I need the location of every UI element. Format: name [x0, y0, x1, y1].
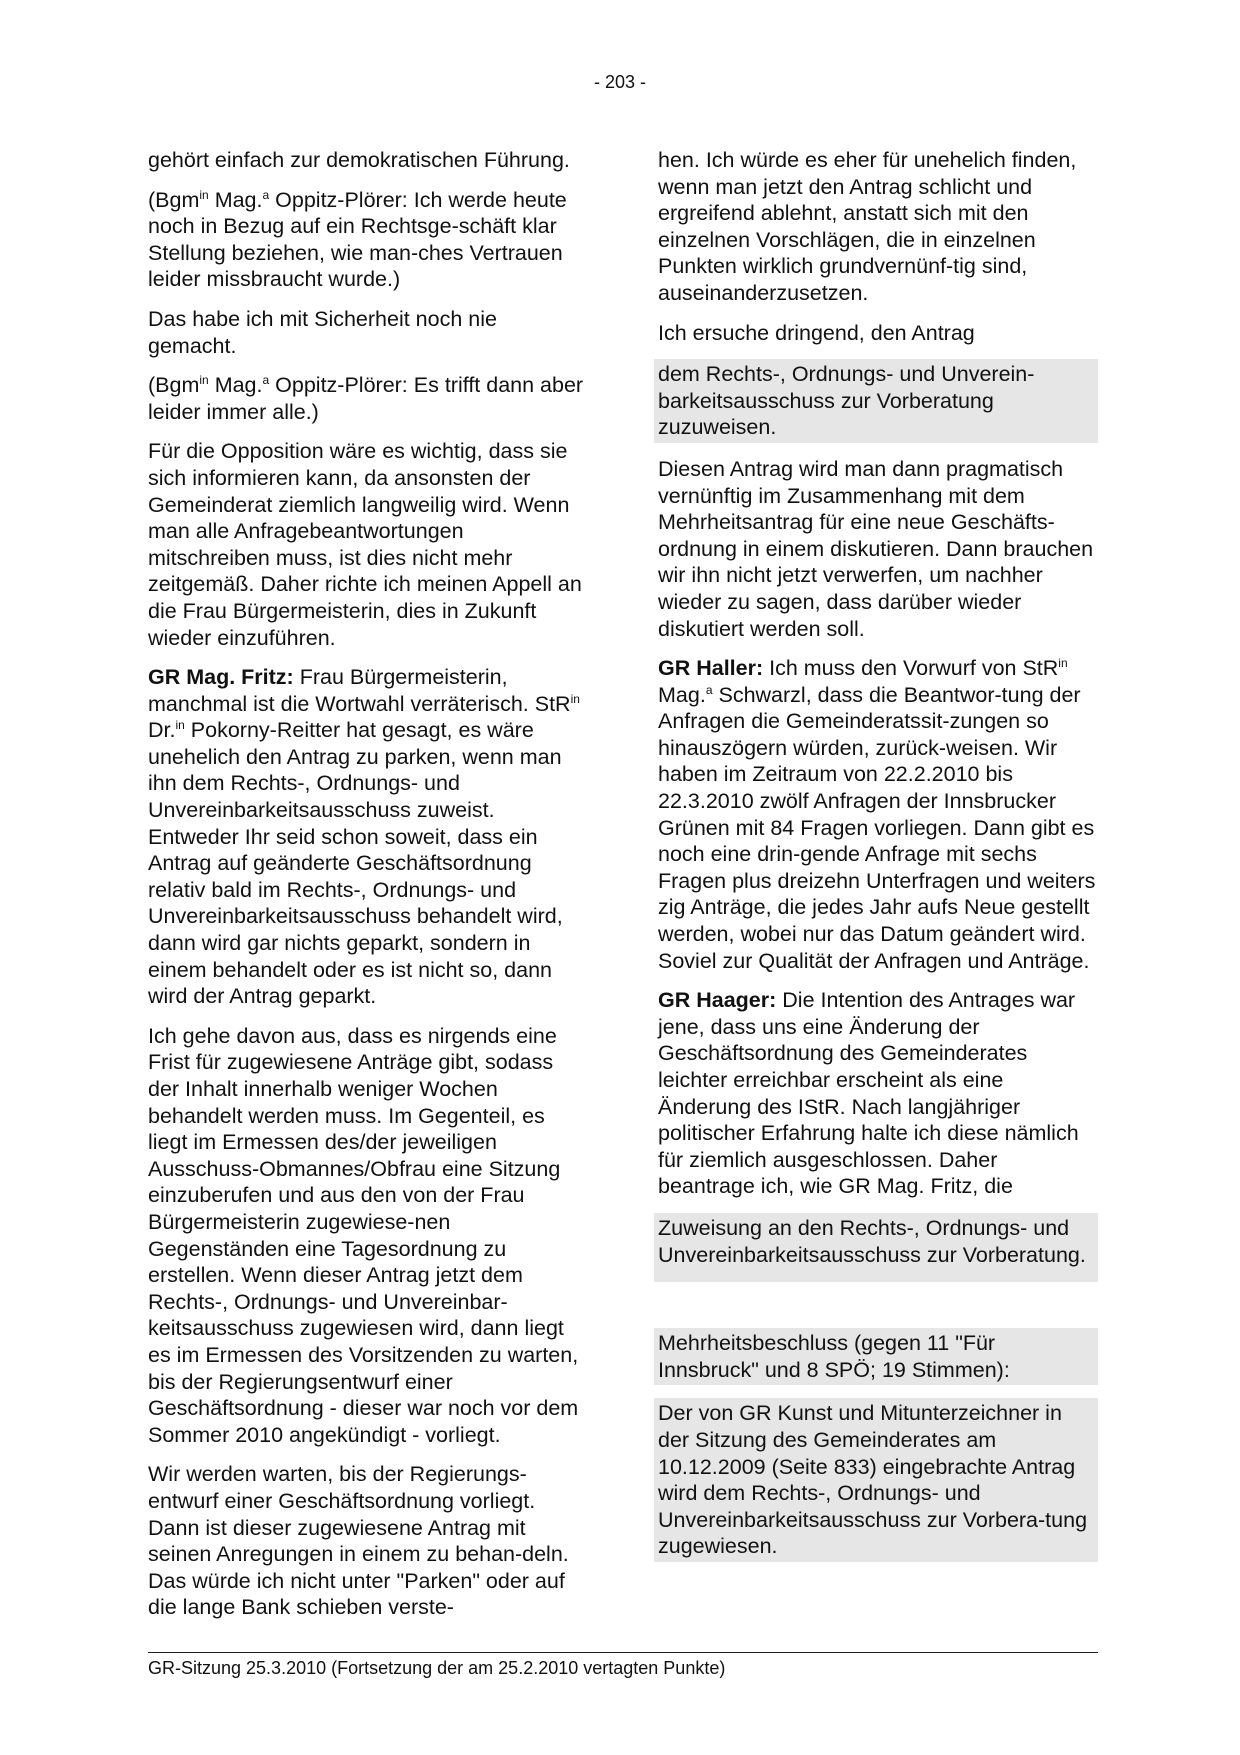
right-column	[658, 147, 1098, 1575]
paragraph: Das habe ich mit Sicherheit noch nie gemacht.	[148, 306, 497, 358]
motion-block: dem Rechts-, Ordnungs- und Unverein-barkeitsausschuss zur Vorberatung zuzuweisen.	[654, 359, 1098, 443]
page-footer: GR-Sitzung 25.3.2010 (Fortsetzung der am 25.2.2010 vertagten Punkte)	[148, 1658, 726, 1678]
speech-paragraph: GR Haller: Ich muss den Vorwurf von StR$^{in}$ Mag.$^a$ Schwarzl, dass die Beantwor-tung der Anfragen die Gemeinderatssit-zungen so hinauszögern würden, zurück-weisen. Wir haben im Zeitraum von 22.2.2010 bis 22.3.2010 zwölf Anfragen der Innsbrucker Grünen mit 84 Fragen vorliegen. Dann gibt es noch eine drin-gende Anfrage mit sechs Fragen plus dreizehn Unterfragen und weiters zig Anträge, die jedes Jahr aufs Neue gestellt werden, wobei nur das Datum geändert wird. Soviel zur Qualität der Anfragen und Anträge.	[658, 656, 1096, 973]
resolution-header: Mehrheitsbeschluss (gegen 11 "Für Innsbruck" und 8 SPÖ; 19 Stimmen):	[654, 1328, 1098, 1385]
paragraph: gehört einfach zur demokratischen Führung.	[148, 148, 570, 172]
speech-paragraph: GR Mag. Fritz: Frau Bürgermeisterin, manchmal ist die Wortwahl verräterisch. StR$^{in}$ Dr.$^{in}$ Pokorny-Reitter hat gesagt, es wäre unehelich den Antrag zu parken, wenn man ihn dem Rechts-, Ordnungs- und Unvereinbarkeitsausschuss zuweist. Entweder Ihr seid schon soweit, dass ein Antrag auf geänderte Geschäftsordnung relativ bald im Rechts-, Ordnungs- und Unvereinbarkeitsausschuss behandelt wird, dann wird gar nichts geparkt, sondern in einem behandelt oder es ist nicht so, dann wird der Antrag geparkt.	[148, 665, 580, 1009]
left-column	[148, 147, 588, 1634]
paragraph: Diesen Antrag wird man dann pragmatisch vernünftig im Zusammenhang mit dem Mehrheitsantrag für eine neue Geschäfts-ordnung in einem diskutieren. Dann brauchen wir ihn nicht jetzt verwerfen, um nachher wieder zu sagen, dass darüber wieder diskutiert werden soll.	[658, 456, 1094, 641]
speaker-name: GR Mag. Fritz:	[148, 665, 294, 690]
speaker-name: GR Haller:	[658, 656, 764, 681]
interjection: (Bgm$^{in}$ Mag.$^a$ Oppitz-Plörer: Ich werde heute noch in Bezug auf ein Rechtsge-schäft klar Stellung beziehen, wie man-ches Vertrauen leider missbraucht wurde.)	[148, 187, 567, 292]
paragraph: Für die Opposition wäre es wichtig, dass sie sich informieren kann, da ansonsten der Gemeinderat ziemlich langweilig wird. Wenn man alle Anfragebeantwortungen mitschreiben muss, ist dies nicht mehr zeitgemäß. Daher richte ich meinen Appell an die Frau Bürgermeisterin, dies in Zukunft wieder einzuführen.	[148, 439, 582, 650]
paragraph: Ich gehe davon aus, dass es nirgends eine Frist für zugewiesene Anträge gibt, sodass der Inhalt innerhalb weniger Wochen behandelt werden muss. Im Gegenteil, es liegt im Ermessen des/der jeweiligen Ausschuss-Obmannes/Obfrau eine Sitzung einzuberufen und aus den von der Frau Bürgermeisterin zugewiese-nen Gegenständen eine Tagesordnung zu erstellen. Wenn dieser Antrag jetzt dem Rechts-, Ordnungs- und Unvereinbar-keitsausschuss zugewiesen wird, dann liegt es im Ermessen des Vorsitzenden zu warten, bis der Regierungsentwurf einer Geschäftsordnung - dieser war noch vor dem Sommer 2010 angekündigt - vorliegt.	[148, 1023, 579, 1447]
footer-divider	[148, 1652, 1098, 1653]
page-number: - 203 -	[593, 72, 647, 92]
paragraph: Ich ersuche dringend, den Antrag	[658, 320, 975, 345]
paragraph: hen. Ich würde es eher für unehelich finden, wenn man jetzt den Antrag schlicht und ergreifend ablehnt, anstatt sich mit den einzelnen Vorschlägen, die in einzelnen Punkten wirklich grundvernünf-tig sind, auseinanderzusetzen.	[658, 148, 1077, 305]
interjection: (Bgm$^{in}$ Mag.$^a$ Oppitz-Plörer: Es trifft dann aber leider immer alle.)	[148, 373, 584, 424]
speaker-name: GR Haager:	[658, 988, 777, 1013]
paragraph: Wir werden warten, bis der Regierungs-entwurf einer Geschäftsordnung vorliegt. Dann ist dieser zugewiesene Antrag mit seinen Anregungen in einem zu behan-deln. Das würde ich nicht unter "Parken" oder auf die lange Bank schieben verste-	[148, 1462, 569, 1620]
resolution-text: Der von GR Kunst und Mitunterzeichner in der Sitzung des Gemeinderates am 10.12.2009 (Seite 833) eingebrachte Antrag wird dem Rechts-, Ordnungs- und Unvereinbarkeitsausschuss zur Vorbera-tung zugewiesen.	[654, 1398, 1098, 1562]
motion-block: Zuweisung an den Rechts-, Ordnungs- und Unvereinbarkeitsausschuss zur Vorberatung.	[654, 1213, 1098, 1282]
speech-paragraph: GR Haager: Die Intention des Antrages war jene, dass uns eine Änderung der Geschäftsordnung des Gemeinderates leichter erreichbar erscheint als eine Änderung des IStR. Nach langjähriger politischer Erfahrung halte ich diese nämlich für ziemlich ausgeschlossen. Daher beantrage ich, wie GR Mag. Fritz, die	[658, 988, 1079, 1199]
